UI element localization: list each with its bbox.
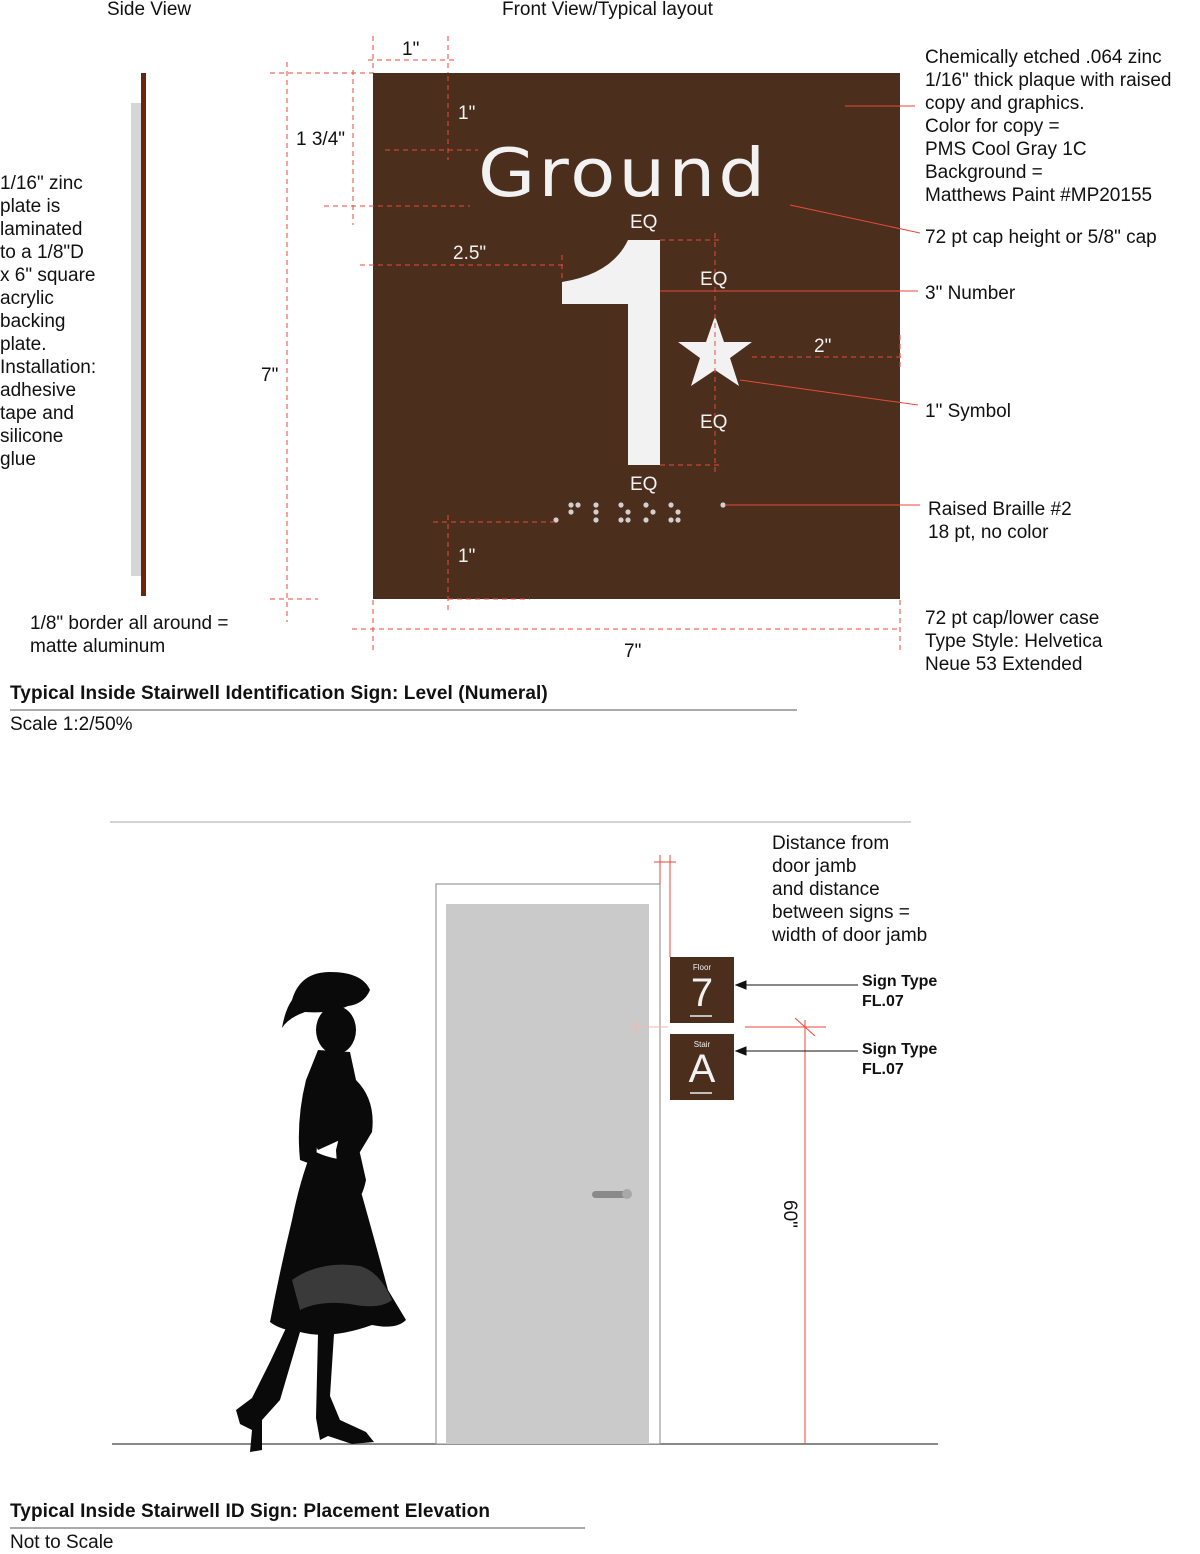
door-slab <box>446 904 649 1444</box>
top-section-scale: Scale 1:2/50% <box>10 714 133 735</box>
dim-top-1: 1" <box>402 39 420 60</box>
dim-seven-height: 7" <box>261 365 279 386</box>
sign-type-arrows <box>736 981 858 1055</box>
top-section-title: Typical Inside Stairwell Identification Sign: Level (Numeral) <box>10 683 548 704</box>
woman-silhouette <box>236 972 406 1452</box>
dim-eq-right-top: EQ <box>700 269 728 290</box>
sign-type-label-stair: Sign Type FL.07 <box>862 1041 938 1078</box>
dim-one-three-quarter: 1 3/4" <box>296 129 346 150</box>
side-view-label: Side View <box>107 0 192 20</box>
dim-inner-1: 1" <box>458 103 476 124</box>
sign-word-ground: Ground <box>478 134 769 213</box>
dim-eq-top: EQ <box>630 212 658 233</box>
floor-sign-label: Floor <box>692 963 712 972</box>
type-style-note: 72 pt cap/lower case Type Style: Helvetica Neue 53 Extended <box>925 608 1103 675</box>
sign-type-label-floor: Sign Type FL.07 <box>862 973 938 1010</box>
side-view-note: 1/16" zinc plate is laminated to a 1/8"D x 6" square acrylic backing plate. Installation: adhesive tape and silicone glue <box>0 173 97 470</box>
side-view-acrylic-backing <box>131 103 141 576</box>
distance-note: Distance from door jamb and distance between signs = width of door jamb <box>772 833 928 946</box>
dim-bottom-1: 1" <box>458 546 476 567</box>
symbol-note: 1" Symbol <box>925 401 1011 422</box>
dim-two: 2" <box>814 336 832 357</box>
material-note: Chemically etched .064 zinc 1/16" thick plaque with raised copy and graphics. Color for copy = PMS Cool Gray 1C Background = Matthews Paint #MP20155 <box>925 47 1172 206</box>
dim-eq-bottom: EQ <box>630 474 658 495</box>
cap-height-note: 72 pt cap height or 5/8" cap <box>925 227 1157 248</box>
front-view-label: Front View/Typical layout <box>502 0 713 20</box>
border-note: 1/8" border all around = matte aluminum <box>30 613 229 657</box>
braille-note: Raised Braille #2 18 pt, no color <box>928 499 1072 543</box>
bottom-section-scale: Not to Scale <box>10 1532 114 1553</box>
floor-sign-value: 7 <box>690 971 714 1015</box>
stair-sign-value: A <box>688 1047 716 1091</box>
dim-two-point-five: 2.5" <box>453 243 487 264</box>
stair-sign-label: Stair <box>693 1040 711 1049</box>
height-dimension-label: 60" <box>779 1200 800 1228</box>
bottom-section-title: Typical Inside Stairwell ID Sign: Placement Elevation <box>10 1501 491 1522</box>
door-handle-rose-icon <box>622 1189 632 1199</box>
side-view-zinc-plate <box>141 73 146 596</box>
dim-eq-right-bottom: EQ <box>700 412 728 433</box>
dim-seven-width: 7" <box>624 641 642 662</box>
number-note: 3" Number <box>925 283 1016 304</box>
